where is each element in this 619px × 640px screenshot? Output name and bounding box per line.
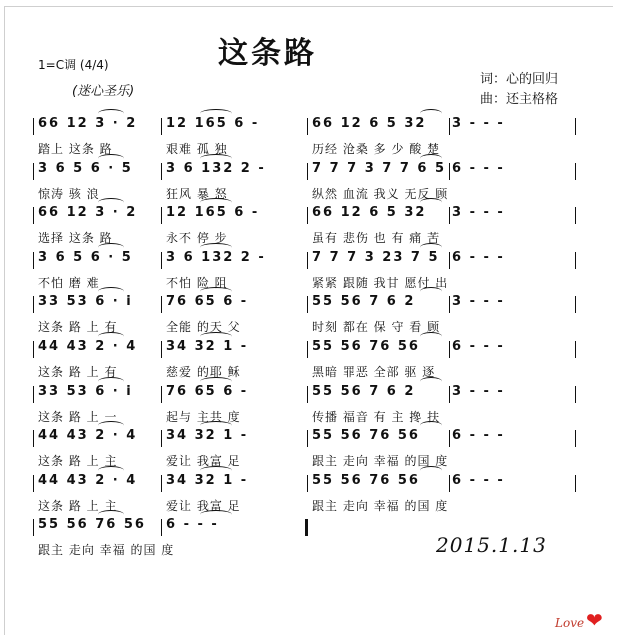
slur-mark	[200, 510, 232, 519]
barline	[33, 386, 34, 403]
lyric-line: 狂风 暴 怒	[166, 186, 228, 201]
style-note: (迷心圣乐)	[72, 84, 135, 99]
slur-mark	[420, 377, 442, 386]
melody-measure: 66 12 3 · 2	[38, 205, 138, 221]
lyric-line: 黑暗 罪恶 全部 驱 逐	[312, 365, 436, 379]
slur-mark	[200, 466, 232, 475]
barline	[575, 430, 576, 447]
slur-mark	[98, 198, 124, 207]
slur-mark	[98, 510, 124, 519]
lyric-line: 跟主 走向 幸福 的国 度	[312, 498, 449, 513]
barline	[161, 341, 162, 358]
barline	[161, 430, 162, 447]
barline	[161, 207, 162, 224]
melody-measure: 55 56 7 6 2	[312, 383, 416, 399]
credits	[480, 70, 558, 110]
date-signature: 2015.1.13	[436, 533, 547, 557]
barline	[161, 296, 162, 313]
lyric-line: 紧紧 跟随 我甘 愿付 出	[312, 275, 449, 290]
lyric-line: 时刻 都在 保 守 看 顾	[312, 320, 441, 335]
slur-mark	[420, 243, 442, 252]
lyric-line: 永不 停 步	[166, 231, 228, 246]
barline	[33, 118, 34, 135]
barline	[307, 118, 308, 135]
slur-mark	[98, 332, 124, 341]
melody-measure: 44 43 2 · 4	[38, 339, 138, 354]
slur-mark	[98, 154, 124, 163]
barline	[449, 296, 450, 313]
barline	[307, 430, 308, 447]
melody-measure: 6 - - -	[166, 517, 219, 533]
melody-measure: 6 - - -	[452, 160, 505, 176]
barline	[449, 430, 450, 447]
slur-mark	[200, 198, 232, 207]
melody-measure: 34 32 1 -	[166, 472, 249, 488]
lyric-line: 虽有 悲伤 也 有 痛 苦	[312, 231, 441, 246]
melody-measure: 76 65 6 -	[166, 383, 249, 399]
barline	[33, 475, 34, 492]
barline	[575, 296, 576, 313]
barline	[307, 475, 308, 492]
barline	[449, 341, 450, 358]
score-row	[0, 473, 619, 519]
melody-measure: 55 56 76 56	[312, 339, 420, 354]
slur-mark	[420, 332, 442, 341]
melody-measure: 3 - - -	[452, 116, 505, 131]
song-title: 这条路	[218, 36, 317, 71]
barline	[575, 207, 576, 224]
barline	[161, 475, 162, 492]
barline	[33, 252, 34, 269]
lyric-line: 不怕 险 阻	[166, 275, 228, 290]
slur-mark	[420, 198, 442, 207]
barline	[449, 475, 450, 492]
melody-measure: 66 12 6 5 32	[312, 116, 427, 131]
lyric-line: 惊涛 骇 浪	[38, 186, 100, 201]
barline	[575, 386, 576, 403]
melody-measure: 66 12 6 5 32	[312, 205, 427, 221]
slur-mark	[98, 421, 124, 430]
melody-measure: 12 165 6 -	[166, 116, 260, 131]
melody-measure: 33 53 6 · i	[38, 383, 133, 399]
barline	[161, 163, 162, 180]
slur-mark	[200, 154, 232, 163]
slur-mark	[98, 109, 124, 118]
love-watermark: Love	[555, 616, 585, 630]
barline	[575, 341, 576, 358]
melody-measure: 6 - - -	[452, 428, 505, 444]
melody-measure: 55 56 76 56	[312, 472, 420, 488]
melody-measure: 55 56 76 56	[312, 428, 420, 444]
barline	[161, 386, 162, 403]
barline	[307, 163, 308, 180]
lyric-line: 跟主 走向 幸福 的国 度	[312, 454, 449, 469]
slur-mark	[420, 421, 442, 430]
slur-mark	[98, 377, 124, 386]
barline	[449, 252, 450, 269]
melody-measure: 3 6 5 6 · 5	[38, 160, 133, 176]
lyric-line: 跟主 走向 幸福 的国 度	[38, 543, 175, 558]
barline	[305, 519, 308, 536]
slur-mark	[98, 466, 124, 475]
lyricist-credit: 词：心的回归	[480, 72, 559, 87]
lyric-line: 纵然 血流 我义 无反 顾	[312, 186, 449, 201]
lyric-line: 这条 路 上 主	[38, 454, 118, 469]
melody-measure: 55 56 76 56	[38, 517, 146, 533]
lyric-line: 爱让 我富 足	[166, 498, 241, 513]
score-row	[0, 384, 619, 430]
lyric-line: 选择 这条 路	[38, 231, 113, 246]
barline	[307, 341, 308, 358]
key-signature: 1=C调 (4/4)	[38, 58, 109, 72]
slur-mark	[98, 243, 124, 252]
barline	[307, 207, 308, 224]
melody-measure: 76 65 6 -	[166, 294, 249, 310]
melody-measure: 3 6 5 6 · 5	[38, 249, 133, 265]
barline	[33, 519, 34, 536]
barline	[575, 252, 576, 269]
score-row	[0, 339, 619, 385]
slur-mark	[420, 109, 442, 118]
lyric-line: 起与 主共 度	[166, 409, 241, 424]
lyric-line: 传播 福音 有 主 搀 扶	[312, 409, 441, 424]
melody-measure: 44 43 2 · 4	[38, 472, 138, 488]
slur-mark	[200, 421, 232, 430]
barline	[307, 296, 308, 313]
melody-measure: 6 - - -	[452, 472, 505, 488]
melody-measure: 7 7 7 3 7 7 6 5	[312, 160, 447, 176]
score-row	[0, 428, 619, 474]
score-row	[0, 116, 619, 162]
barline	[575, 163, 576, 180]
melody-measure: 3 - - -	[452, 294, 505, 310]
lyric-line: 不怕 磨 难	[38, 275, 100, 290]
melody-measure: 34 32 1 -	[166, 339, 249, 354]
lyric-line: 这条 路 上 一	[38, 409, 118, 424]
lyric-line: 历经 沧桑 多 少 酸 楚	[312, 142, 441, 156]
melody-measure: 34 32 1 -	[166, 428, 249, 444]
slur-mark	[200, 243, 232, 252]
melody-measure: 3 - - -	[452, 383, 505, 399]
slur-mark	[420, 154, 442, 163]
melody-measure: 6 - - -	[452, 339, 505, 354]
melody-measure: 66 12 3 · 2	[38, 116, 138, 131]
slur-mark	[200, 287, 232, 296]
score-row	[0, 250, 619, 296]
slur-mark	[420, 466, 442, 475]
lyric-line: 踏上 这条 路	[38, 142, 113, 156]
barline	[161, 519, 162, 536]
slur-mark	[200, 332, 232, 341]
heart-icon: ❤	[586, 608, 603, 632]
lyric-line: 爱让 我富 足	[166, 454, 241, 469]
score-row	[0, 294, 619, 340]
melody-measure: 6 - - -	[452, 249, 505, 265]
lyric-line: 艰难 孤 独	[166, 142, 228, 156]
melody-measure: 55 56 7 6 2	[312, 294, 416, 310]
barline	[33, 341, 34, 358]
barline	[33, 207, 34, 224]
lyric-line: 慈爱 的耶 稣	[166, 365, 241, 379]
barline	[33, 163, 34, 180]
barline	[575, 475, 576, 492]
melody-measure: 3 6 132 2 -	[166, 160, 266, 176]
lyric-line: 这条 路 上 有	[38, 320, 118, 335]
slur-mark	[98, 287, 124, 296]
barline	[449, 163, 450, 180]
melody-measure: 44 43 2 · 4	[38, 428, 138, 444]
score-row	[0, 205, 619, 251]
barline	[307, 252, 308, 269]
slur-mark	[420, 287, 442, 296]
lyric-line: 全能 的天 父	[166, 320, 241, 335]
melody-measure: 3 6 132 2 -	[166, 249, 266, 265]
barline	[307, 386, 308, 403]
barline	[449, 207, 450, 224]
melody-measure: 12 165 6 -	[166, 205, 260, 221]
barline	[33, 296, 34, 313]
lyric-line: 这条 路 上 主	[38, 498, 118, 513]
slur-mark	[200, 377, 232, 386]
composer-credit: 曲：还主格格	[480, 92, 559, 107]
barline	[449, 118, 450, 135]
melody-measure: 33 53 6 · i	[38, 294, 133, 310]
barline	[161, 118, 162, 135]
barline	[449, 386, 450, 403]
score-row	[0, 161, 619, 207]
barline	[575, 118, 576, 135]
slur-mark	[200, 109, 232, 118]
lyric-line: 这条 路 上 有	[38, 365, 118, 379]
melody-measure: 7 7 7 3 23 7 5	[312, 249, 440, 265]
barline	[161, 252, 162, 269]
melody-measure: 3 - - -	[452, 205, 505, 221]
barline	[33, 430, 34, 447]
